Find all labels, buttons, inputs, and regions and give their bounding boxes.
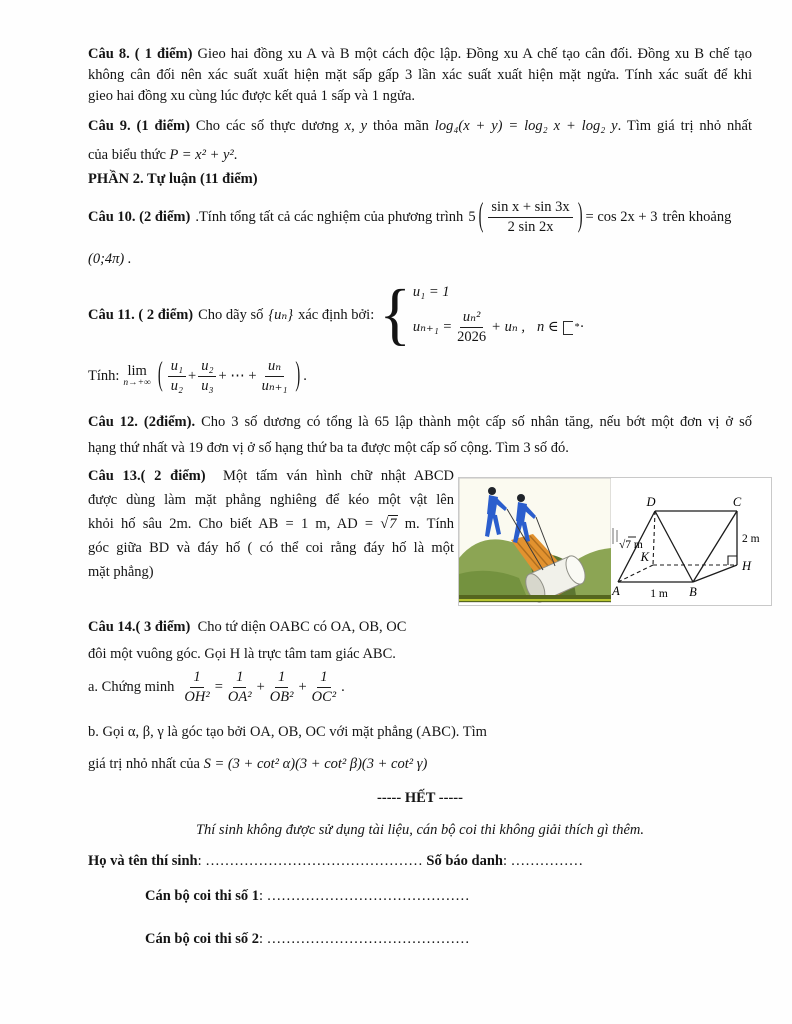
diagram-length-AD: √7 m [619,539,643,551]
lim-word: lim [127,362,147,379]
radicand: 7 [389,516,397,532]
q14a-frac2 [225,669,255,705]
proctor2-label: Cán bộ coi thi số 2 [145,931,260,947]
lim-frac3-num: uₙ [265,358,284,377]
diagram-label-B: B [689,585,697,599]
colon1: : [197,853,202,869]
q12-line2: hạng thứ nhất và 19 đơn vị ở số hạng thứ ba ta được một cấp số cộng. Tìm 3 số đó. [88,440,569,456]
diagram-prism-abcd [611,478,769,603]
question-13 [88,464,454,584]
q9-period: . [233,147,238,163]
q14a-frac4 [309,669,340,705]
question-14c [88,756,427,773]
q10-fraction [488,199,572,235]
q11-number-set-box [563,321,573,335]
q11-end-dot: · [579,319,585,335]
lim-frac2-num: u₂ [198,358,216,377]
end-marker: ----- HẾT ----- [377,790,463,806]
lim-period: . [303,367,307,384]
question-14 [88,614,498,668]
q9-line2 [88,141,752,170]
q11-n-in: n ∈ [536,319,559,335]
q9-label: Câu 9. (1 điểm) [88,118,190,134]
q9-text3: . Tìm giá trị nhỏ nhất [617,118,753,134]
q9-text4: của biểu thức [88,147,166,163]
colon4: : [259,931,264,947]
q10-text2: trên khoảng [662,208,732,225]
question-14b: b. Gọi α, β, γ là góc tạo bởi OA, OB, OC với mặt phẳng (ABC). Tìm [88,724,487,740]
lim-right-paren: ) [295,356,301,394]
q13-label: Câu 13.( 2 điểm) [88,468,206,484]
q13-line1 [88,464,454,488]
q9-formula-p: P = x² + y² [169,147,234,163]
q9-text2: thỏa mãn [373,118,429,134]
q14-line2: đôi một vuông góc. Gọi H là trực tâm tam giác ABC. [88,646,396,662]
q10-right-paren: ) [577,197,583,235]
question-11-limit [88,352,307,400]
q8-line2: không cân đối nên xác suất xuất hiện mặt sấp gấp 3 lần xác suất xuất hiện mặt ngửa. Tính xác suất để khi [88,67,752,83]
q11-star: * [574,322,580,333]
q11-seq-symbol: {uₙ} [268,306,294,323]
q14a-frac1-den: OH² [184,688,210,705]
q14c-formula: S = (3 + cot² α)(3 + cot² β)(3 + cot² γ) [203,756,428,772]
lim-frac1 [168,358,186,394]
q14a-eq: = [214,678,223,695]
q14-text1: Cho tứ diện OABC có OA, OB, OC [197,619,407,635]
lim-dots: + ⋯ + [218,367,257,384]
q13-text1: Một tấm ván hình chữ nhật ABCD [223,468,454,484]
photo-workers-pulling-cylinder [459,478,611,603]
q14a-frac3-den: OB² [269,688,294,705]
question-9 [88,112,752,170]
q11b-label: Tính: [88,367,120,384]
q14a-frac3 [267,669,297,705]
q10-coef: 5 [468,208,476,225]
q10-left-paren: ( [478,197,484,235]
question-11: Câu 11. ( 2 điểm) Cho dãy số {uₙ} xác định bởi: { u₁ = 1 uₙ₊₁ = $\frac{\text{uₙ²}}{2026}$ + uₙ , n ∈ * · [88,276,585,353]
candidate-name-label: Họ và tên thí sinh [88,853,198,869]
q8-label: Câu 8. ( 1 điểm) [88,46,193,62]
candidate-name-line [88,853,583,870]
q12-line1 [88,409,752,435]
q9-formula-log: log₄(x + y) = log₂ x + log₂ y [434,118,618,134]
q14-label: Câu 14.( 3 điểm) [88,619,191,635]
q11-row1: u₁ = 1 [412,284,450,301]
colon2: : [502,853,507,869]
colon3: : [259,888,264,904]
q9-line1 [88,112,752,141]
q13-line4: góc giữa BD và đáy hố ( có thể coi rằng đáy hố là một [88,540,454,556]
registration-number-dots: …………… [510,853,584,869]
lim-frac3 [259,358,291,394]
candidate-name-dots: ……………………………………… [205,853,423,869]
diagram-label-C: C [732,495,742,509]
diagram-label-D: D [646,495,656,509]
q13-line2: được dùng làm mặt phẳng nghiêng để kéo một vật lên [88,492,454,508]
lim-frac3-den: uₙ₊₁ [261,377,288,394]
q13-text3b: m. Tính [404,516,455,532]
diagram-label-K: K [640,550,649,564]
q14a-frac1 [181,669,212,705]
q12-label: Câu 12. (2điểm). [88,414,196,430]
q11-row2 [413,309,584,345]
proctor2-dots: …………………………………… [266,931,470,947]
lim-plus1: + [188,367,197,384]
limit-operator [123,364,150,389]
q10-text1: .Tính tổng tất cả các nghiệm của phương trình [195,208,464,225]
proctor1-label: Cán bộ coi thi số 1 [145,888,260,904]
q11-frac-num: uₙ² [460,309,483,328]
lim-frac2 [198,358,216,394]
part2-heading: PHẦN 2. Tự luận (11 điểm) [88,171,258,187]
q11-row2-lhs: uₙ₊₁ = [412,319,453,335]
q11-text2: xác định bởi: [298,306,375,323]
q9-text1: Cho các số thực dương [195,118,339,134]
q10-rhs: = cos 2x + 3 [585,208,658,225]
exam-note: Thí sinh không được sử dụng tài liệu, cán bộ coi thi không giải thích gì thêm. [195,822,645,838]
q14a-frac4-num: 1 [317,669,330,688]
q14a-frac2-num: 1 [233,669,246,688]
lim-subscript: n→+∞ [123,378,151,388]
q10-frac-den: 2 sin 2x [507,218,554,235]
q10-label: Câu 10. (2 điểm) [88,208,191,225]
question-12 [88,409,752,461]
diagram-length-CH: 2 m [742,533,760,545]
q8-text1: Gieo hai đồng xu A và B một cách độc lập. Đồng xu A chế tạo cân đối. Đồng xu B chế tạo [197,46,752,62]
q13-line3 [88,512,454,536]
q14a-plus1: + [256,678,265,695]
q12-text1: Cho 3 số dương có tổng là 65 lập thành một cấp số nhân tăng, nếu bớt một đơn vị ở số [201,414,752,430]
question-10 [88,192,731,242]
sqrt7-expression [380,515,397,532]
radical-sign: √ [380,516,389,532]
q10-frac-num: sin x + sin 3x [488,199,572,218]
q11-row2-fraction [454,309,489,345]
proctor2-line [145,931,470,948]
diagram-label-H: H [742,559,752,573]
q11-row2-tail: + uₙ , [491,319,525,335]
q11-text1: Cho dãy số [198,306,264,323]
q10-interval: (0;4π) . [88,251,132,267]
lim-left-paren: ( [157,356,163,394]
q14a-period: . [341,678,345,695]
lim-frac1-den: u₂ [170,377,183,394]
registration-number-label: Số báo danh [426,853,503,869]
q11-frac-den: 2026 [457,329,487,345]
proctor1-line [145,888,470,905]
q11-label: Câu 11. ( 2 điểm) [88,306,194,323]
question-8 [88,44,752,107]
lim-frac1-num: u₁ [168,358,186,377]
figure-box [458,477,772,606]
q13-text3a: khỏi hố sâu 2m. Cho biết AB = 1 m, AD = [88,516,374,532]
q14a-frac1-num: 1 [190,669,203,688]
diagram-label-A: A [612,584,620,598]
diagram-length-AB: 1 m [650,588,668,600]
q14a-plus2: + [298,678,307,695]
q11-system [413,284,584,345]
question-14a [88,664,345,710]
q14-line1 [88,614,498,641]
proctor1-dots: …………………………………… [266,888,470,904]
q14a-label: a. Chứng minh [88,678,175,695]
q14c-text: giá trị nhỏ nhất của [88,756,200,772]
q13-line5: mặt phẳng) [88,564,154,580]
q14a-frac3-num: 1 [275,669,288,688]
q9-vars: x, y [344,118,368,134]
q8-line1 [88,44,752,65]
q14a-frac4-den: OC² [311,688,337,705]
q8-line3: gieo hai đồng xu cùng lúc được kết quả 1 sấp và 1 ngửa. [88,88,416,104]
q14a-frac2-den: OA² [227,688,252,705]
lim-frac2-den: u₃ [201,377,214,394]
